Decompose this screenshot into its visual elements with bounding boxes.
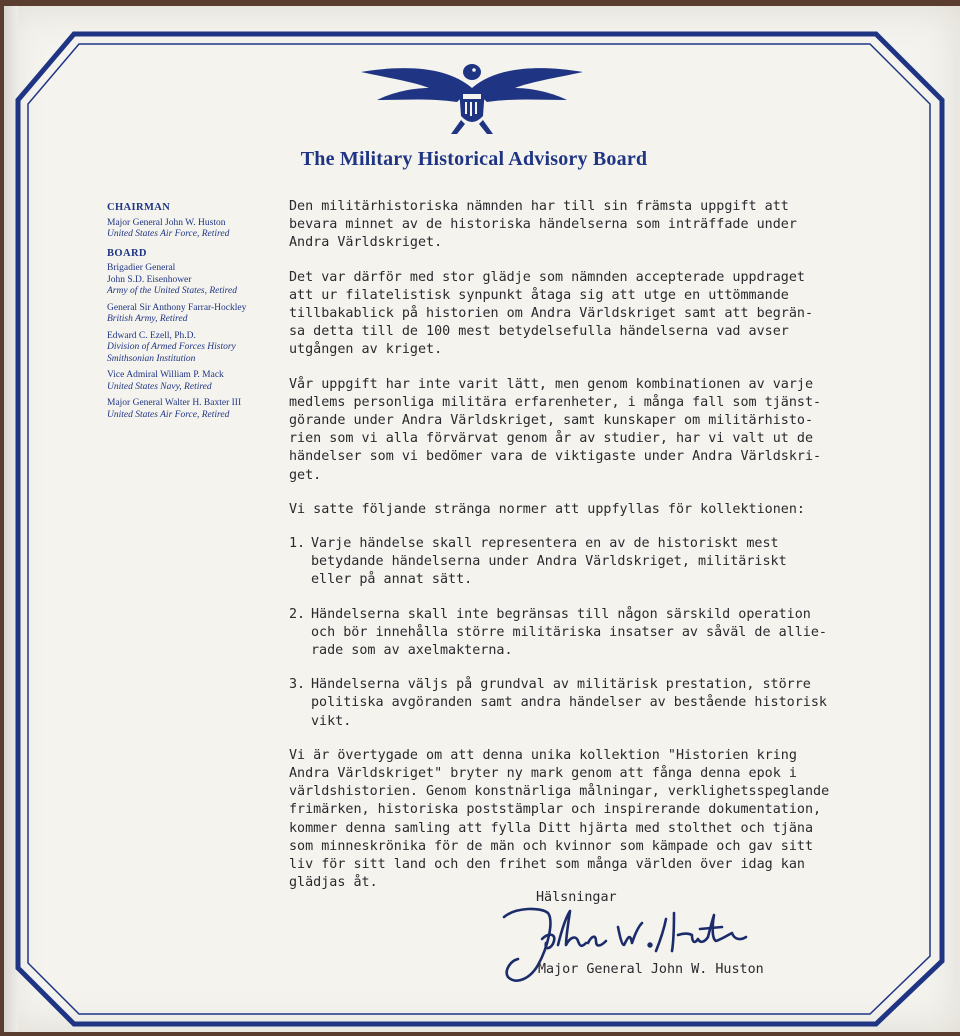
board-member (107, 331, 282, 366)
member-name: Brigadier General John S.D. Eisenhower (107, 263, 192, 285)
list-number: 1. (289, 536, 306, 552)
paragraph: Den militärhistoriska nämnden har till sin främsta uppgift att bevara minnet av de historiska händelserna som inträffade under Andra Världskriget. (289, 199, 797, 251)
document-sheet (4, 6, 960, 1032)
member-name: Edward C. Ezell, Ph.D. (107, 330, 196, 341)
list-item (289, 606, 849, 661)
member-name: Major General Walter H. Baxter III (107, 398, 242, 408)
chairman-heading: CHAIRMAN (107, 202, 171, 213)
list-number: 2. (289, 606, 306, 622)
member-affiliation: United States Navy, Retired (107, 381, 212, 392)
board-member (107, 263, 282, 298)
list-item (289, 535, 849, 590)
member-affiliation: Army of the United States, Retired (107, 286, 237, 296)
greeting: Hälsningar (536, 890, 617, 905)
board-member (107, 370, 282, 393)
paragraph: Vi satte följande stränga normer att uppfyllas för kollektionen: (289, 501, 805, 517)
closing-paragraph: Vi är övertygade om att denna unika kollektion "Historien kring Andra Världskriget" bryter ny mark genom att fånga denna epok i världshistorien. Genom konstnärliga målningar, verklighetsspeglande frimärken, historiska poststämplar och inspirerande dokumentation, kommer denna samling att fylla Ditt hjärta med stolthet och tjäna som minneskrönika för de män och kvinnor som kämpade och gav sitt liv för sitt land och den frihet som många världen över idag kan glädjas åt. (289, 747, 830, 891)
chairman-entry (107, 218, 282, 241)
paragraph: Det var därför med stor glädje som nämnden accepterade uppdraget att ur filatelistisk synpunkt åtaga sig att utge en uttömmande tillbakablick på historien om Andra Världskriget samt att begrän- sa detta till de 100 mest betydelsefulla händelserna vad avser utgången av kriget. (289, 269, 814, 358)
document-title: The Military Historical Advisory Board (300, 148, 648, 170)
criteria-list (289, 535, 849, 731)
letter-body (289, 198, 849, 909)
list-text: Händelserna skall inte begränsas till någon särskild operation och bör innehålla större militäriska insatser av såväl de allie- rade som av axelmakterna. (311, 606, 827, 659)
member-name: Vice Admiral William P. Mack (107, 370, 224, 380)
list-number: 3. (289, 677, 306, 693)
signer-name: Major General John W. Huston (538, 962, 764, 977)
list-text: Varje händelse skall representera en av de historiskt mest betydande händelserna under Andra Världskriget, militäriskt eller på annat sätt. (311, 536, 787, 588)
list-text: Händelserna väljs på grundval av militärisk prestation, större politiska avgöranden samt andra händelser av bestående historisk vikt. (311, 677, 827, 729)
member-name: General Sir Anthony Farrar-Hockley (107, 302, 247, 313)
member-affiliation: United States Air Force, Retired (107, 229, 230, 239)
eagle-emblem-icon (359, 58, 585, 140)
list-item (289, 676, 849, 731)
board-sidebar (107, 202, 282, 426)
member-name: Major General John W. Huston (107, 217, 226, 228)
member-affiliation: Division of Armed Forces History Smithsonian Institution (107, 342, 236, 364)
member-affiliation: British Army, Retired (107, 314, 188, 324)
paragraph: Vår uppgift har inte varit lätt, men genom kombinationen av varje medlems personliga militära erfarenheter, i många fall som tjänst- görande under Andra Världskriget, samt kunskaper om militärhisto- rien som vi alla förvärvat genom år av studier, har vi valt ut de händelser som vi bedömer vara de viktigaste under Andra Världskri- get. (289, 376, 822, 483)
board-member (107, 303, 282, 326)
board-heading: BOARD (107, 247, 147, 259)
member-affiliation: United States Air Force, Retired (107, 409, 230, 420)
board-member (107, 398, 282, 421)
